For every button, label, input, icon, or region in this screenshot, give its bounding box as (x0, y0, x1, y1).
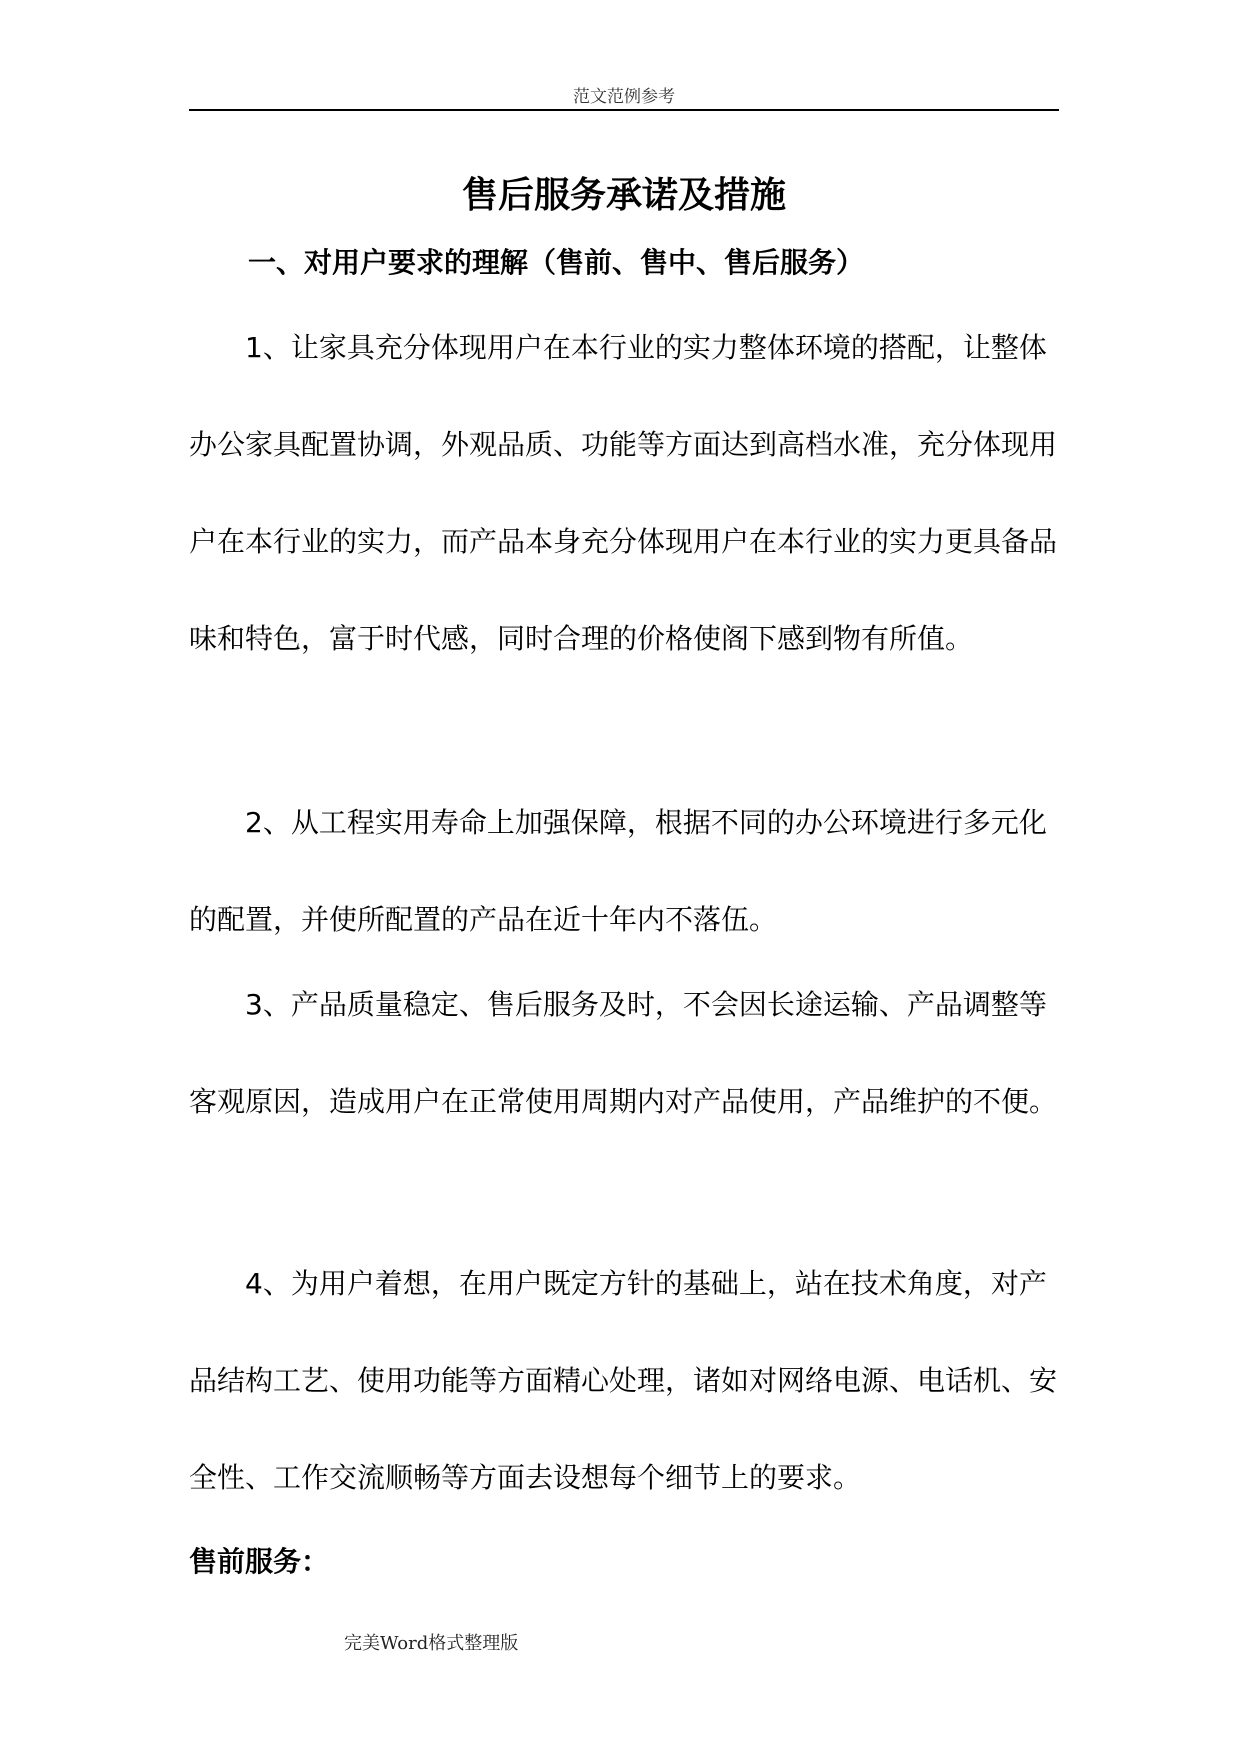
paragraph-2: 2、从工程实用寿命上加强保障，根据不同的办公环境进行多元化的配置，并使所配置的产品在近十年内不落伍。 (189, 806, 1047, 936)
paragraph-4: 4、为用户着想，在用户既定方针的基础上，站在技术角度，对产品结构工艺、使用功能等方面精心处理，诸如对网络电源、电话机、安全性、工作交流顺畅等方面去设想每个细节上的要求。 (189, 1267, 1058, 1494)
page-header: 范文范例参考 (573, 87, 675, 107)
header-divider (189, 109, 1059, 111)
section-heading: 一、对用户要求的理解（售前、售中、售后服务） (248, 246, 865, 279)
pre-sales-heading: 售前服务： (189, 1545, 330, 1578)
document-title: 售后服务承诺及措施 (461, 175, 786, 216)
page-footer: 完美Word格式整理版 (344, 1633, 519, 1654)
paragraph-3: 3、产品质量稳定、售后服务及时，不会因长途运输、产品调整等客观原因，造成用户在正常使用周期内对产品使用，产品维护的不便。 (189, 988, 1058, 1118)
paragraph-1: 1、让家具充分体现用户在本行业的实力整体环境的搭配，让整体办公家具配置协调，外观品质、功能等方面达到高档水准，充分体现用户在本行业的实力，而产品本身充分体现用户在本行业的实力更具备品味和特色，富于时代感，同时合理的价格使阁下感到物有所值。 (189, 331, 1058, 655)
